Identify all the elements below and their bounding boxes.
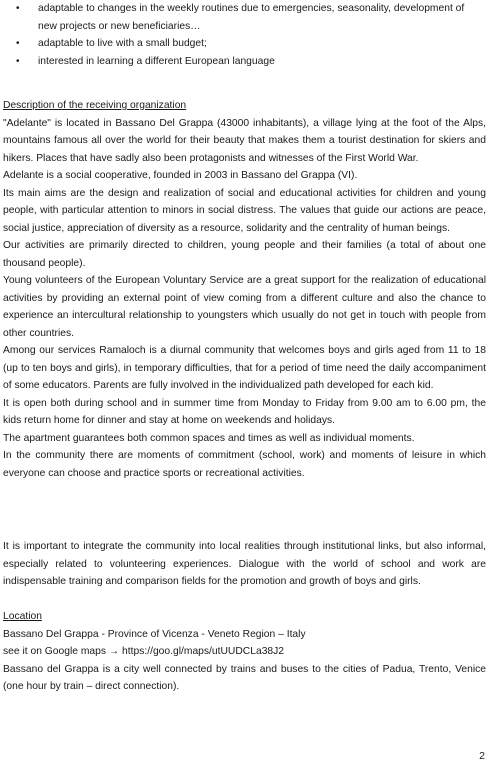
page-number: 2 [479,750,485,762]
bullet-icon: • [16,55,20,67]
description-heading: Description of the receiving organization [3,100,187,111]
paragraph: Young volunteers of the European Voluntary Service are a great support for the realization of educational activities by providing an external point of view coming from a different culture and also the chance to experience an intercultural relationship to youngsters which usually do not get in touch with people from other countries. [3,275,486,339]
paragraph: In the community there are moments of commitment (school, work) and moments of leisure in which everyone can choose and practice sports or recreational activities. [3,450,486,479]
paragraph: Among our services Ramaloch is a diurnal community that welcomes boys and girls aged from 11 to 18 (up to ten boys and girls), in temporary difficulties, that for a period of time need the daily accompaniment of some educators. Parents are fully involved in the individualized path developed for each kid. [3,345,486,391]
transport-info: Bassano del Grappa is a city well connected by trains and buses to the cities of Padua, Trento, Venice (one hour by train – direct connection). [3,663,486,692]
location-heading: Location [3,611,42,622]
paragraph: "Adelante" is located in Bassano Del Grappa (43000 inhabitants), a village lying at the foot of the Alps, mountains famous all over the world for their beauty that makes them a tourist destination for skiers and hikers. Places that have sadly also been protagonists and witnesses of the First World War. [3,117,486,164]
bullet-icon: • [16,38,20,49]
paragraph: It is open both during school and in summer time from Monday to Friday from 9.00 am to 6.00 pm, the kids return home for dinner and stay at home on weekends and holidays. [3,397,486,426]
list-item: • adaptable to live with a small budget; [0,35,499,53]
location-section [3,608,486,696]
requirements-list [0,0,499,70]
bullet-icon: • [16,3,20,14]
paragraph: It is important to integrate the community into local realities through institutional links, but also informal, especially related to volunteering experiences. Dialogue with the world of school and work are indispensable training and comparison fields for the promotion and growth of boys and girls. [3,541,486,587]
list-item: • adaptable to changes in the weekly routines due to emergencies, seasonality, development of new projects or new beneficiaries… [0,0,499,35]
paragraph: Adelante is a social cooperative, founded in 2003 in Bassano del Grappa (VI). [3,170,358,181]
location-address: Bassano Del Grappa - Province of Vicenza - Veneto Region – Italy [3,628,306,640]
integration-paragraph [3,538,486,591]
paragraph: The apartment guarantees both common spaces and times as well as individual moments. [3,432,415,444]
list-item: • interested in learning a different European language [0,53,499,71]
paragraph: Our activities are primarily directed to children, young people and their families (a total of about one thousand people). [3,240,486,269]
paragraph: Its main aims are the design and realization of social and educational activities for children and young people, with particular attention to minors in social distress. The values that guide our actions are peace, social justice, appreciation of diversity as a resource, solidarity and the centrality of human beings. [3,187,486,234]
description-section [3,97,486,482]
maps-link[interactable]: see it on Google maps → https://goo.gl/maps/utUUDCLa38J2 [3,646,285,657]
